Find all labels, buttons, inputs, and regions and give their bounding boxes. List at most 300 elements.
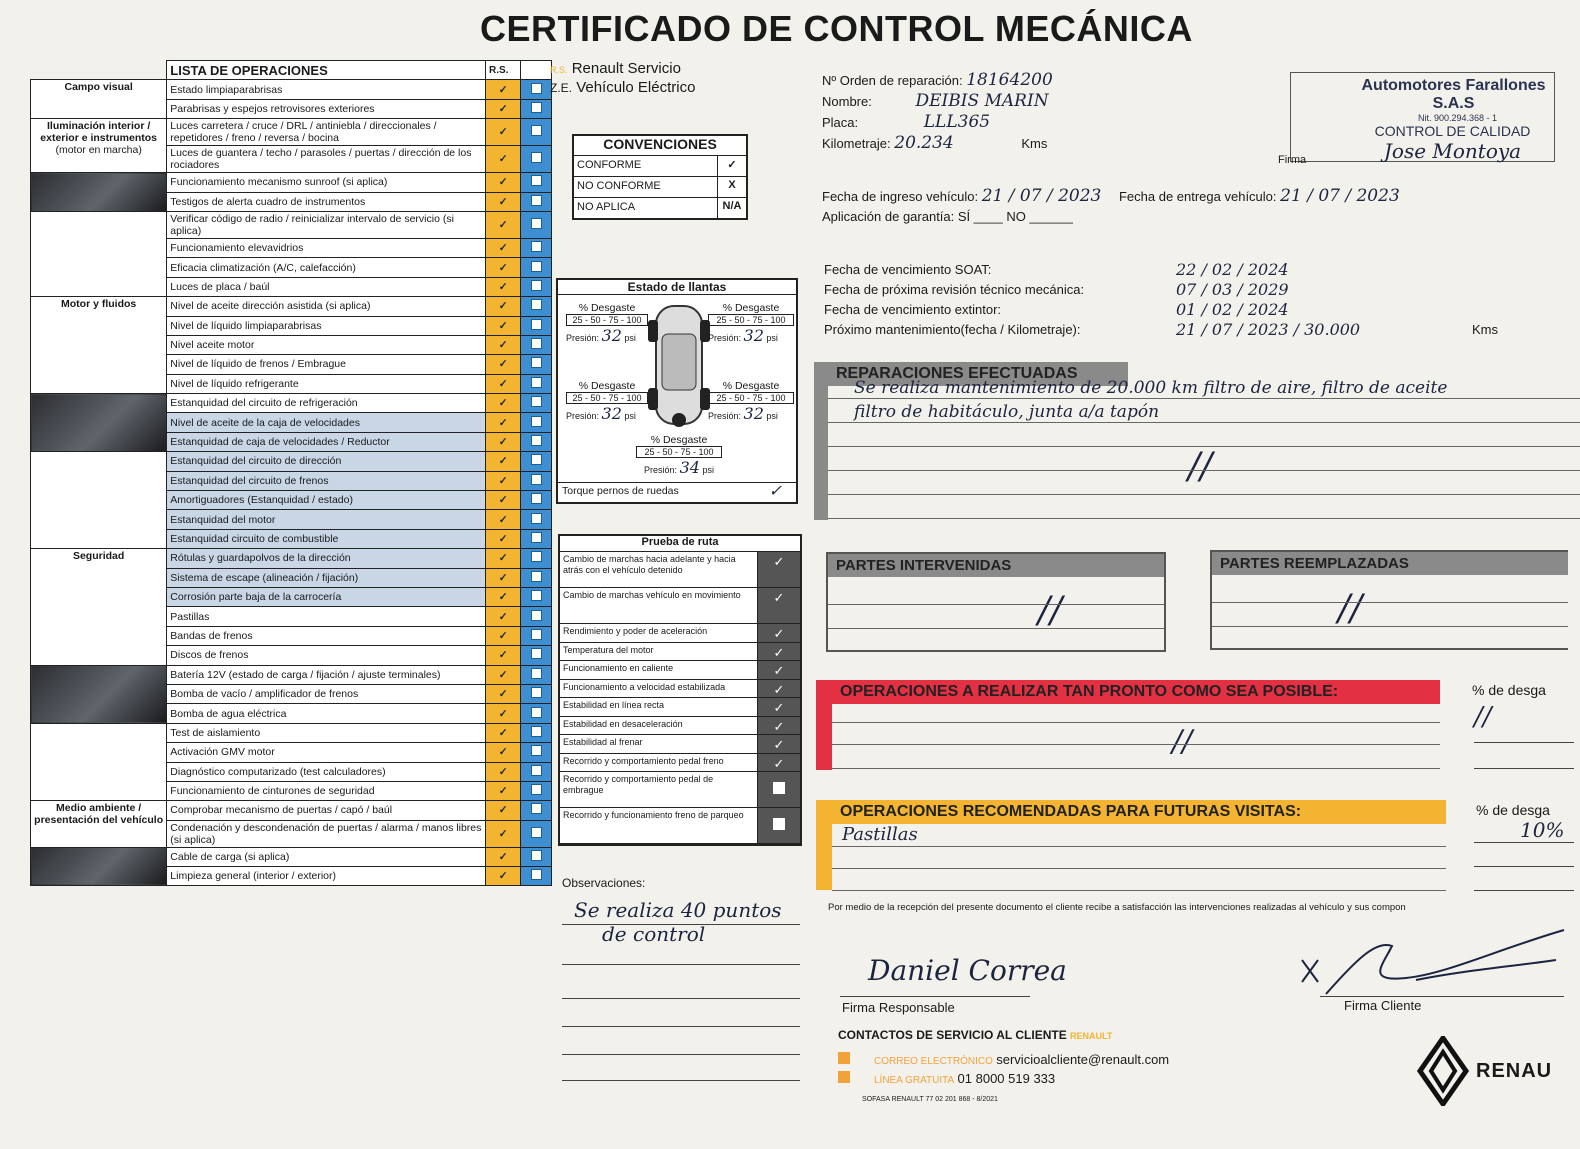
category-photo — [31, 665, 167, 723]
rs-check-cell[interactable] — [486, 173, 521, 192]
rs-check-cell[interactable] — [486, 355, 521, 374]
ops-asap-box — [816, 680, 1440, 770]
check-mark-icon: ✓ — [498, 746, 508, 759]
check-mark-icon: ✓ — [773, 644, 785, 660]
repairs-title: REPARACIONES EFECTUADAS — [828, 362, 1128, 386]
check-mark-icon: ✓ — [498, 494, 508, 507]
checkbox-icon — [531, 83, 542, 94]
ops-item-label: Estanquidad del motor — [167, 510, 486, 529]
ze-check-cell[interactable] — [521, 355, 552, 374]
check-mark-icon: ✓ — [498, 850, 508, 863]
road-test-row — [560, 808, 800, 844]
ops-category — [31, 119, 167, 173]
rs-check-cell[interactable] — [486, 99, 521, 118]
checkbox-icon — [531, 454, 542, 465]
road-test-label: Estabilidad en línea recta — [560, 698, 758, 716]
tire-unit: psi — [624, 333, 636, 343]
checkbox-icon — [531, 629, 542, 640]
rs-check-cell[interactable] — [486, 238, 521, 257]
checkbox-icon — [531, 357, 542, 368]
tire-pressure-value: 32 — [601, 326, 622, 345]
tire-spare — [636, 434, 722, 477]
tire-front-right — [708, 302, 794, 345]
ze-check-cell[interactable] — [521, 99, 552, 118]
ze-check-cell[interactable] — [521, 211, 552, 238]
entrega-value: 21 / 07 / 2023 — [1280, 186, 1400, 206]
torque-row — [558, 482, 796, 502]
rs-check-cell[interactable] — [486, 335, 521, 354]
expiry-block — [824, 260, 1544, 340]
rs-check-cell[interactable] — [486, 413, 521, 432]
road-test-check-cell[interactable] — [758, 588, 800, 623]
ze-check-cell[interactable] — [521, 549, 552, 568]
extintor-label: Fecha de vencimiento extintor: — [824, 302, 1002, 317]
rs-check-cell[interactable] — [486, 801, 521, 820]
ops-item-label: Estanquidad circuito de combustible — [167, 529, 486, 548]
responsible-signature: Daniel Correa — [868, 954, 1067, 987]
ops-row — [31, 297, 552, 316]
check-mark-icon: ✓ — [498, 474, 508, 487]
ze-check-cell[interactable] — [521, 316, 552, 335]
ops-item-label: Activación GMV motor — [167, 743, 486, 762]
check-mark-icon: ✓ — [498, 280, 508, 293]
ops-row — [31, 394, 552, 413]
ze-check-cell[interactable] — [521, 258, 552, 277]
rs-check-cell[interactable] — [486, 394, 521, 413]
rs-check-cell[interactable] — [486, 646, 521, 665]
road-test-label: Funcionamiento a velocidad estabilizada — [560, 680, 758, 698]
repairs-line-2: filtro de habitáculo, junta a/a tapón — [854, 402, 1160, 422]
rs-check-cell[interactable] — [486, 146, 521, 173]
checkbox-icon — [531, 280, 542, 291]
client-signature — [1296, 920, 1568, 1000]
ops-asap-slash: // — [1172, 724, 1193, 759]
ze-check-cell[interactable] — [521, 568, 552, 587]
parts-replaced-box — [1210, 550, 1568, 650]
torque-label: Torque pernos de ruedas — [562, 485, 679, 497]
road-test-check-cell[interactable] — [758, 661, 800, 679]
ops-future-wear-label: % de desga — [1476, 802, 1550, 818]
road-test-check-cell[interactable] — [758, 552, 800, 587]
road-test-check-cell[interactable] — [758, 717, 800, 735]
parts-intervened-box — [826, 552, 1166, 652]
tire-front-left — [566, 302, 648, 345]
road-test-check-cell[interactable] — [758, 735, 800, 753]
ze-check-cell[interactable] — [521, 146, 552, 173]
ops-category-label: Seguridad — [72, 550, 125, 563]
ops-item-label: Nivel de aceite dirección asistida (si aplica) — [167, 297, 486, 316]
rs-check-cell[interactable] — [486, 607, 521, 626]
rs-check-cell[interactable] — [486, 867, 521, 886]
check-mark-icon: ✓ — [498, 339, 508, 352]
road-test-label: Recorrido y comportamiento pedal de embrague — [560, 772, 758, 807]
operations-table — [30, 60, 552, 886]
km-label: Kilometraje: — [822, 136, 891, 151]
ops-row — [31, 119, 552, 146]
ops-category-label: Iluminación interior / exterior e instrumentos — [40, 120, 157, 145]
checkbox-icon — [531, 261, 542, 272]
ops-category — [31, 549, 167, 665]
tire-wear-label: % Desgaste — [722, 302, 780, 314]
ze-check-cell[interactable] — [521, 867, 552, 886]
check-mark-icon: ✓ — [773, 737, 785, 752]
road-test-row — [560, 624, 800, 643]
check-mark-icon: ✓ — [498, 785, 508, 798]
check-mark-icon: ✓ — [498, 300, 508, 313]
tire-pressure-value: 34 — [679, 458, 700, 477]
stamp-company: Automotores Farallones S.A.S — [1361, 77, 1546, 112]
ops-row — [31, 723, 552, 742]
road-test-label: Temperatura del motor — [560, 643, 758, 661]
rs-check-cell[interactable] — [486, 258, 521, 277]
ops-item-label: Estanquidad del circuito de refrigeración — [167, 394, 486, 413]
rs-check-cell[interactable] — [486, 820, 521, 847]
stamp-dept: CONTROL DE CALIDAD — [1374, 123, 1531, 139]
road-test-label: Funcionamiento en caliente — [560, 661, 758, 679]
page-title: CERTIFICADO DE CONTROL MECÁNICA — [480, 8, 1193, 49]
road-test-label: Cambio de marchas vehículo en movimiento — [560, 588, 758, 623]
road-test-check-cell[interactable] — [758, 772, 800, 807]
convention-row — [574, 156, 746, 177]
checkbox-icon — [531, 416, 542, 427]
ze-check-cell[interactable] — [521, 607, 552, 626]
ops-item-label: Funcionamiento mecanismo sunroof (si aplica) — [167, 173, 486, 192]
ops-item-label: Luces de guantera / techo / parasoles / puertas / dirección de los rociadores — [167, 146, 486, 173]
ze-check-cell[interactable] — [521, 335, 552, 354]
tire-pressure-value: 32 — [743, 326, 764, 345]
checkbox-icon — [531, 571, 542, 582]
parts-replaced-title: PARTES REEMPLAZADAS — [1212, 552, 1568, 575]
ze-check-cell[interactable] — [521, 394, 552, 413]
ops-item-label: Batería 12V (estado de carga / fijación / ajuste terminales) — [167, 665, 486, 684]
name-label: Nombre: — [822, 94, 872, 109]
road-test-row — [560, 698, 800, 717]
ze-check-cell[interactable] — [521, 743, 552, 762]
rs-check-cell[interactable] — [486, 847, 521, 866]
email-label: CORREO ELECTRÓNICO — [874, 1056, 993, 1067]
form-code: SOFASA RENAULT 77 02 201 868 - 8/2021 — [862, 1096, 998, 1103]
contacts — [838, 1028, 1298, 1103]
ops-item-label: Nivel de líquido refrigerante — [167, 374, 486, 393]
road-test-check-cell[interactable] — [758, 680, 800, 698]
ze-check-cell[interactable] — [521, 762, 552, 781]
ops-future-item: Pastillas — [842, 824, 918, 845]
rs-check-cell[interactable] — [486, 119, 521, 146]
ze-check-cell[interactable] — [521, 529, 552, 548]
rs-check-cell[interactable] — [486, 568, 521, 587]
ze-check-cell[interactable] — [521, 452, 552, 471]
quality-stamp — [1290, 72, 1555, 162]
ze-check-cell[interactable] — [521, 704, 552, 723]
parts-intervened-title: PARTES INTERVENIDAS — [828, 554, 1164, 577]
legend-rs-code: R.S. — [550, 65, 568, 75]
ze-check-cell[interactable] — [521, 820, 552, 847]
ze-check-cell[interactable] — [521, 847, 552, 866]
tire-pressure-label: Presión: — [566, 411, 600, 421]
rs-check-cell[interactable] — [486, 471, 521, 490]
check-mark-icon: ✓ — [498, 513, 508, 526]
ops-item-label: Nivel aceite motor — [167, 335, 486, 354]
tire-pressure-label: Presión: — [708, 333, 742, 343]
email-link[interactable]: servicioalcliente@renault.com — [996, 1052, 1170, 1067]
road-test-row — [560, 717, 800, 736]
rs-check-cell[interactable] — [486, 762, 521, 781]
ops-category-label: Motor y fluidos — [61, 298, 137, 311]
checkbox-icon — [531, 435, 542, 446]
ze-check-cell[interactable] — [521, 665, 552, 684]
road-test-label: Cambio de marchas hacia adelante y hacia atrás con el vehículo detenido — [560, 552, 758, 587]
soat-value: 22 / 02 / 2024 — [1176, 260, 1289, 279]
checkbox-icon — [531, 152, 542, 163]
garantia-no: NO — [1006, 209, 1026, 224]
road-test-label: Recorrido y comportamiento pedal freno — [560, 754, 758, 772]
ops-asap-wear-label: % de desga — [1472, 682, 1546, 698]
ze-check-cell[interactable] — [521, 587, 552, 606]
checkbox-icon — [531, 513, 542, 524]
rs-check-cell[interactable] — [486, 704, 521, 723]
tire-pressure-value: 32 — [601, 404, 622, 423]
checkbox-icon — [531, 590, 542, 601]
checkbox-icon — [531, 745, 542, 756]
ze-check-cell[interactable] — [521, 119, 552, 146]
ops-item-label: Test de aislamiento — [167, 723, 486, 742]
tire-wear-label: % Desgaste — [722, 380, 780, 392]
responsible-label: Firma Responsable — [842, 1000, 955, 1015]
tire-scale: 25 - 50 - 75 - 100 — [566, 314, 648, 326]
ops-category-blank — [31, 723, 167, 801]
contacts-title: CONTACTOS DE SERVICIO AL CLIENTE — [838, 1028, 1067, 1042]
ze-check-cell[interactable] — [521, 723, 552, 742]
convention-label: NO CONFORME — [574, 177, 718, 197]
ze-check-cell[interactable] — [521, 510, 552, 529]
checkbox-icon — [531, 125, 542, 136]
mant-value: 21 / 07 / 2023 / 30.000 — [1176, 320, 1361, 339]
rs-check-cell[interactable] — [486, 432, 521, 451]
conventions-title: CONVENCIONES — [574, 136, 746, 156]
check-mark-icon: ✓ — [498, 591, 508, 604]
check-mark-icon: ✓ — [498, 416, 508, 429]
ze-check-cell[interactable] — [521, 277, 552, 296]
check-mark-icon: ✓ — [498, 83, 508, 96]
rs-check-cell[interactable] — [486, 192, 521, 211]
category-photo — [31, 847, 167, 886]
ze-check-cell[interactable] — [521, 801, 552, 820]
rs-check-cell[interactable] — [486, 549, 521, 568]
tire-pressure-label: Presión: — [566, 333, 600, 343]
ze-check-cell[interactable] — [521, 646, 552, 665]
tire-unit: psi — [702, 465, 714, 475]
rs-check-cell[interactable] — [486, 626, 521, 645]
road-test-check-cell[interactable] — [758, 643, 800, 661]
ops-item-label: Estanquidad del circuito de frenos — [167, 471, 486, 490]
road-test-row — [560, 552, 800, 588]
tire-wear-label: % Desgaste — [578, 380, 636, 392]
check-mark-icon: ✓ — [498, 195, 508, 208]
ops-row — [31, 211, 552, 238]
road-test-check-cell[interactable] — [758, 754, 800, 772]
ops-item-label: Rótulas y guardapolvos de la dirección — [167, 549, 486, 568]
check-mark-icon: ✓ — [498, 765, 508, 778]
convention-symbol: X — [728, 179, 736, 191]
observations-text-1: Se realiza 40 puntos — [574, 898, 782, 922]
convention-symbol: N/A — [722, 200, 742, 212]
checkbox-icon — [531, 241, 542, 252]
check-mark-icon: ✓ — [498, 261, 508, 274]
phone-label: LÍNEA GRATUITA — [874, 1075, 955, 1086]
ops-item-label: Testigos de alerta cuadro de instrumentos — [167, 192, 486, 211]
ops-row — [31, 549, 552, 568]
checkbox-icon — [531, 377, 542, 388]
order-info — [822, 70, 1202, 154]
ze-check-cell[interactable] — [521, 432, 552, 451]
rs-check-cell[interactable] — [486, 316, 521, 335]
tecno-value: 07 / 03 / 2029 — [1176, 280, 1289, 299]
ops-item-label: Luces carretera / cruce / DRL / antiniebla / direccionales / repetidores / freno / reversa / bocina — [167, 119, 486, 146]
ops-item-label: Nivel de líquido de frenos / Embrague — [167, 355, 486, 374]
rs-check-cell[interactable] — [486, 665, 521, 684]
rs-check-cell[interactable] — [486, 529, 521, 548]
repairs-line-1: Se realiza mantenimiento de 20.000 km filtro de aire, filtro de aceite — [854, 378, 1448, 398]
checkbox-icon — [531, 218, 542, 229]
extintor-value: 01 / 02 / 2024 — [1176, 300, 1289, 319]
rs-check-cell[interactable] — [486, 452, 521, 471]
rs-check-cell[interactable] — [486, 211, 521, 238]
ze-check-cell[interactable] — [521, 297, 552, 316]
ops-category-label: Campo visual — [64, 81, 133, 94]
ze-check-cell[interactable] — [521, 781, 552, 800]
ze-check-cell[interactable] — [521, 413, 552, 432]
checkbox-icon — [531, 726, 542, 737]
legend-ze-code: Z.E. — [550, 81, 573, 95]
rs-check-cell[interactable] — [486, 491, 521, 510]
check-mark-icon: ✓ — [498, 436, 508, 449]
ops-item-label: Pastillas — [167, 607, 486, 626]
road-test-check-cell[interactable] — [758, 624, 800, 642]
road-test-row — [560, 735, 800, 754]
rs-check-cell[interactable] — [486, 684, 521, 703]
checkbox-icon — [531, 668, 542, 679]
check-mark-icon: ✓ — [498, 629, 508, 642]
ops-row — [31, 847, 552, 866]
ops-item-label: Verificar código de radio / reinicializar intervalo de servicio (si aplica) — [167, 211, 486, 238]
km-unit: Kms — [1021, 136, 1048, 151]
tire-unit: psi — [624, 411, 636, 421]
check-mark-icon: ✓ — [773, 663, 785, 678]
checkbox-icon — [531, 396, 542, 407]
ze-check-cell[interactable] — [521, 80, 552, 99]
ze-check-cell[interactable] — [521, 238, 552, 257]
ops-category — [31, 80, 167, 119]
ze-check-cell[interactable] — [521, 374, 552, 393]
repairs-box — [814, 362, 1580, 520]
checkbox-icon — [531, 610, 542, 621]
convention-symbol: ✓ — [727, 159, 737, 171]
rs-check-cell[interactable] — [486, 587, 521, 606]
ingreso-value: 21 / 07 / 2023 — [981, 186, 1102, 206]
dates-block: Fecha de ingreso vehículo: 21 / 07 / 2023 Fecha de entrega vehículo: 21 / 07 / 2023 Aplicación de garantía: SÍ ____ NO ______ — [822, 186, 1400, 224]
ze-check-cell[interactable] — [521, 626, 552, 645]
tire-pressure-label: Presión: — [708, 411, 742, 421]
checkbox-icon — [531, 175, 542, 186]
ze-check-cell[interactable] — [521, 491, 552, 510]
ops-row — [31, 801, 552, 820]
check-mark-icon: ✓ — [773, 700, 785, 715]
tires-box — [556, 278, 798, 504]
ops-asap-wear-slash: // — [1474, 702, 1492, 732]
tires-title: Estado de llantas — [558, 280, 796, 295]
km-value: 20.234 — [894, 133, 954, 153]
ze-check-cell[interactable] — [521, 684, 552, 703]
ze-check-cell[interactable] — [521, 471, 552, 490]
rs-check-cell[interactable] — [486, 374, 521, 393]
order-number-label: Nº Orden de reparación: — [822, 73, 963, 88]
road-test-box — [558, 534, 802, 846]
rs-check-cell[interactable] — [486, 80, 521, 99]
checkbox-icon — [531, 299, 542, 310]
check-mark-icon: ✓ — [773, 718, 785, 734]
stamp-signature: Jose Montoya — [1383, 139, 1522, 163]
ops-item-label: Luces de placa / baúl — [167, 277, 486, 296]
ops-item-label: Diagnóstico computarizado (test calculadores) — [167, 762, 486, 781]
torque-check: ✓ — [768, 481, 782, 500]
checkbox-icon — [531, 850, 542, 861]
rs-check-cell[interactable] — [486, 510, 521, 529]
rs-check-cell[interactable] — [486, 781, 521, 800]
rs-check-cell[interactable] — [486, 277, 521, 296]
rs-check-cell[interactable] — [486, 723, 521, 742]
checkbox-icon — [531, 493, 542, 504]
check-mark-icon: ✓ — [498, 397, 508, 410]
check-mark-icon: ✓ — [498, 102, 508, 115]
road-test-row — [560, 643, 800, 662]
disclaimer: Por medio de la recepción del presente documento el cliente recibe a satisfacción las intervenciones realizadas al vehículo y sus compon — [828, 902, 1406, 913]
ops-future-wear-value: 10% — [1520, 818, 1565, 842]
checkbox-icon — [531, 319, 542, 330]
checkbox-icon — [531, 765, 542, 776]
checkbox-icon — [773, 782, 785, 794]
rs-check-cell[interactable] — [486, 743, 521, 762]
rs-check-cell[interactable] — [486, 297, 521, 316]
road-test-check-cell[interactable] — [758, 698, 800, 716]
ops-category-blank — [31, 452, 167, 549]
ops-row — [31, 80, 552, 99]
checkbox-icon — [531, 869, 542, 880]
ops-row — [31, 173, 552, 192]
checkbox-icon — [531, 474, 542, 485]
col-ze-header: Z.E. — [521, 61, 552, 80]
check-mark-icon: ✓ — [498, 610, 508, 623]
road-test-check-cell[interactable] — [758, 808, 800, 843]
checkbox-icon — [531, 784, 542, 795]
ops-asap-title: OPERACIONES A REALIZAR TAN PRONTO COMO SEA POSIBLE: — [832, 680, 1440, 704]
tire-unit: psi — [766, 411, 778, 421]
check-mark-icon: ✓ — [498, 218, 508, 231]
category-photo — [31, 173, 167, 212]
phone-value: 01 8000 519 333 — [957, 1071, 1056, 1086]
road-test-row — [560, 772, 800, 808]
check-mark-icon: ✓ — [498, 707, 508, 720]
tire-scale: 25 - 50 - 75 - 100 — [708, 314, 794, 326]
service-legend — [550, 60, 695, 97]
observations-text-2: de control — [602, 922, 706, 946]
ze-check-cell[interactable] — [521, 192, 552, 211]
check-mark-icon: ✓ — [498, 804, 508, 817]
tire-rear-left — [566, 380, 648, 423]
check-mark-icon: ✓ — [498, 377, 508, 390]
ze-check-cell[interactable] — [521, 173, 552, 192]
road-test-label: Estabilidad al frenar — [560, 735, 758, 753]
car-diagram — [646, 300, 712, 430]
